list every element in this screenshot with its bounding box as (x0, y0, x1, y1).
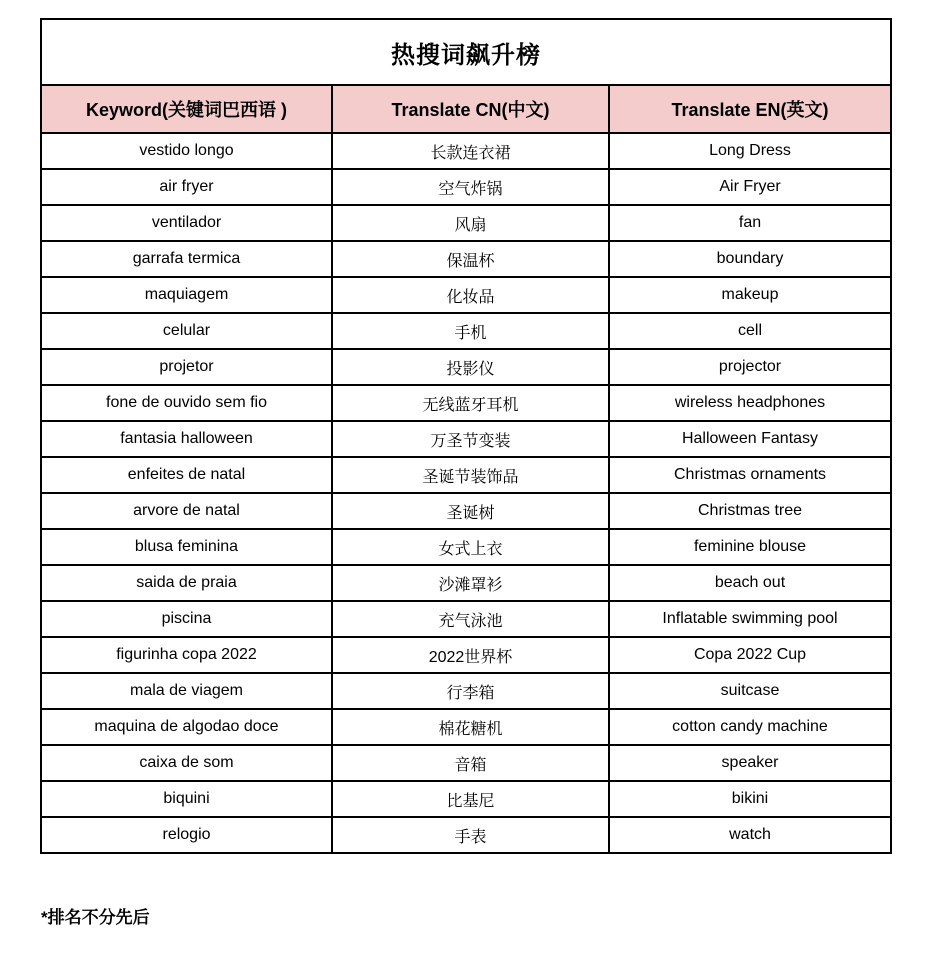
keyword-cell: maquiagem (41, 277, 332, 313)
table-row (41, 745, 891, 781)
table-row (41, 673, 891, 709)
translate-cn-cell: 化妆品 (332, 277, 609, 313)
translate-cn-cell: 手表 (332, 817, 609, 853)
translate-cn-cell: 圣诞节装饰品 (332, 457, 609, 493)
footnote: *排名不分先后 (41, 908, 150, 927)
keyword-cell: garrafa termica (41, 241, 332, 277)
translate-en-cell: beach out (609, 565, 891, 601)
translate-cn-cell: 手机 (332, 313, 609, 349)
table-row (41, 169, 891, 205)
table-row (41, 313, 891, 349)
translate-cn-cell: 女式上衣 (332, 529, 609, 565)
translate-cn-cell: 保温杯 (332, 241, 609, 277)
translate-en-cell: Air Fryer (609, 169, 891, 205)
table-row (41, 601, 891, 637)
translate-cn-cell: 比基尼 (332, 781, 609, 817)
translate-en-cell: wireless headphones (609, 385, 891, 421)
table-row (41, 781, 891, 817)
translate-en-cell: Long Dress (609, 133, 891, 169)
translate-cn-cell: 投影仪 (332, 349, 609, 385)
translate-cn-cell: 风扇 (332, 205, 609, 241)
translate-en-cell: feminine blouse (609, 529, 891, 565)
table-row (41, 133, 891, 169)
keyword-cell: enfeites de natal (41, 457, 332, 493)
table-row (41, 385, 891, 421)
keyword-cell: arvore de natal (41, 493, 332, 529)
translate-cn-cell: 万圣节变装 (332, 421, 609, 457)
keyword-cell: fantasia halloween (41, 421, 332, 457)
translate-cn-cell: 棉花糖机 (332, 709, 609, 745)
translate-en-cell: Halloween Fantasy (609, 421, 891, 457)
table-row (41, 457, 891, 493)
translate-en-cell: bikini (609, 781, 891, 817)
table-row (41, 493, 891, 529)
translate-en-cell: Christmas ornaments (609, 457, 891, 493)
translate-cn-cell: 行李箱 (332, 673, 609, 709)
table-row (41, 565, 891, 601)
table-row (41, 709, 891, 745)
table-row (41, 529, 891, 565)
table-row (41, 421, 891, 457)
translate-en-cell: cotton candy machine (609, 709, 891, 745)
table-row (41, 205, 891, 241)
translate-en-cell: Copa 2022 Cup (609, 637, 891, 673)
translate-cn-cell: 充气泳池 (332, 601, 609, 637)
keyword-cell: blusa feminina (41, 529, 332, 565)
translate-en-cell: watch (609, 817, 891, 853)
column-header-translate-en: Translate EN(英文) (609, 85, 891, 133)
table-title: 热搜词飙升榜 (41, 19, 891, 85)
translate-cn-cell: 长款连衣裙 (332, 133, 609, 169)
translate-cn-cell: 音箱 (332, 745, 609, 781)
keyword-cell: saida de praia (41, 565, 332, 601)
keyword-cell: projetor (41, 349, 332, 385)
keyword-cell: biquini (41, 781, 332, 817)
translate-cn-cell: 2022世界杯 (332, 637, 609, 673)
keyword-cell: piscina (41, 601, 332, 637)
column-header-keyword: Keyword(关键词巴西语 ) (41, 85, 332, 133)
keyword-cell: caixa de som (41, 745, 332, 781)
table-row (41, 817, 891, 853)
translate-en-cell: fan (609, 205, 891, 241)
translate-cn-cell: 无线蓝牙耳机 (332, 385, 609, 421)
translate-en-cell: cell (609, 313, 891, 349)
translate-cn-cell: 圣诞树 (332, 493, 609, 529)
translate-en-cell: suitcase (609, 673, 891, 709)
table-row (41, 349, 891, 385)
keyword-cell: mala de viagem (41, 673, 332, 709)
keyword-cell: relogio (41, 817, 332, 853)
translate-en-cell: Inflatable swimming pool (609, 601, 891, 637)
table-row (41, 241, 891, 277)
keyword-cell: fone de ouvido sem fio (41, 385, 332, 421)
header-row (41, 85, 891, 133)
translate-cn-cell: 空气炸锅 (332, 169, 609, 205)
translate-cn-cell: 沙滩罩衫 (332, 565, 609, 601)
translate-en-cell: Christmas tree (609, 493, 891, 529)
table-row (41, 637, 891, 673)
keyword-cell: ventilador (41, 205, 332, 241)
keyword-cell: maquina de algodao doce (41, 709, 332, 745)
translate-en-cell: boundary (609, 241, 891, 277)
keyword-cell: vestido longo (41, 133, 332, 169)
keyword-cell: figurinha copa 2022 (41, 637, 332, 673)
keyword-cell: air fryer (41, 169, 332, 205)
translate-en-cell: speaker (609, 745, 891, 781)
keyword-cell: celular (41, 313, 332, 349)
column-header-translate-cn: Translate CN(中文) (332, 85, 609, 133)
title-row (41, 19, 891, 85)
translate-en-cell: projector (609, 349, 891, 385)
translate-en-cell: makeup (609, 277, 891, 313)
hot-search-table (40, 18, 892, 854)
table-row (41, 277, 891, 313)
